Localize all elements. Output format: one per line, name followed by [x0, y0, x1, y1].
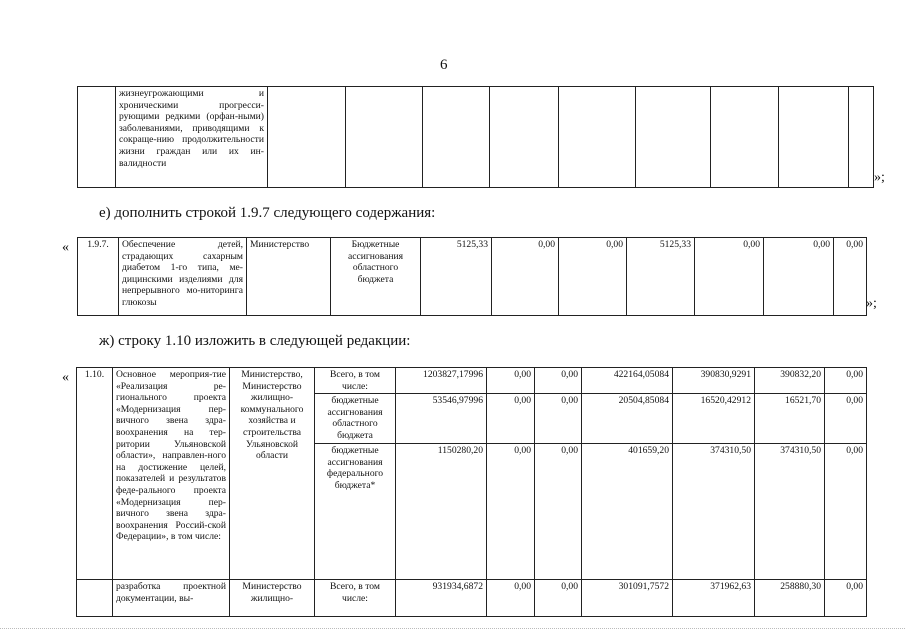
name-cell: разработка проектной документации, вы- — [113, 580, 230, 617]
value-cell: 0,00 — [825, 444, 867, 580]
source-cell: бюджетные ассигнования федерального бюджета* — [315, 444, 396, 580]
value-cell: 0,00 — [487, 368, 535, 394]
source-cell: Всего, в том числе: — [315, 580, 396, 617]
name-cell: Основное мероприя-тие «Реализация ре-гионального проекта «Модернизация пер-вичного звена здра-воохранения на тер-ритории Ульяновской области», направлен-ного на достижение целей, показателей и результатов феде-рального проекта «Модернизация пер-вичного звена здра-воохранения Россий-ской Федерации», в том числе: — [113, 368, 230, 580]
source-cell: Всего, в том числе: — [315, 368, 396, 394]
row-number: 1.10. — [77, 368, 113, 580]
value-cell: 0,00 — [695, 238, 764, 316]
scan-edge — [0, 628, 905, 641]
value-cell: 1150280,20 — [396, 444, 487, 580]
opening-quote: « — [62, 370, 69, 385]
executor-cell: Министерство — [247, 238, 331, 316]
cell-empty — [346, 87, 423, 188]
value-cell: 53546,97996 — [396, 394, 487, 444]
value-cell: 0,00 — [825, 394, 867, 444]
value-cell: 0,00 — [487, 580, 535, 617]
value-cell: 401659,20 — [582, 444, 673, 580]
row-number: 1.9.7. — [78, 238, 119, 316]
cell-empty — [711, 87, 779, 188]
table-row-1-10 — [76, 367, 867, 617]
table-row-1-9-7 — [77, 237, 867, 316]
cell-empty — [423, 87, 490, 188]
cell-empty — [559, 87, 636, 188]
value-cell: 0,00 — [559, 238, 627, 316]
value-cell: 1203827,17996 — [396, 368, 487, 394]
source-cell: Бюджетные ассигнования областного бюджета — [331, 238, 421, 316]
value-cell: 0,00 — [834, 238, 867, 316]
value-cell: 0,00 — [535, 394, 582, 444]
closing-quote: »; — [866, 296, 877, 311]
value-cell: 16521,70 — [755, 394, 825, 444]
value-cell: 374310,50 — [755, 444, 825, 580]
cell-empty — [779, 87, 849, 188]
section-heading: е) дополнить строкой 1.9.7 следующего содержания: — [99, 205, 436, 221]
value-cell: 5125,33 — [421, 238, 492, 316]
closing-quote: »; — [874, 170, 885, 185]
value-cell: 931934,6872 — [396, 580, 487, 617]
value-cell: 5125,33 — [627, 238, 695, 316]
cell-empty — [268, 87, 346, 188]
value-cell: 0,00 — [492, 238, 559, 316]
cell-empty — [77, 580, 113, 617]
value-cell: 20504,85084 — [582, 394, 673, 444]
value-cell: 0,00 — [535, 368, 582, 394]
source-cell: бюджетные ассигнования областного бюджета — [315, 394, 396, 444]
value-cell: 371962,63 — [673, 580, 755, 617]
value-cell: 374310,50 — [673, 444, 755, 580]
value-cell: 258880,30 — [755, 580, 825, 617]
value-cell: 390830,9291 — [673, 368, 755, 394]
value-cell: 390832,20 — [755, 368, 825, 394]
cell-empty — [636, 87, 711, 188]
value-cell: 0,00 — [764, 238, 834, 316]
value-cell: 422164,05084 — [582, 368, 673, 394]
value-cell: 0,00 — [535, 444, 582, 580]
name-cell: жизнеугрожающими и хроническими прогресси-рующими редкими (орфан-ными) заболеваниями, приводящими к сокраще-нию продолжительности жизни граждан или их ин-валидности — [116, 87, 268, 188]
value-cell: 301091,7572 — [582, 580, 673, 617]
opening-quote: « — [62, 240, 69, 255]
cell-empty — [78, 87, 116, 188]
table-continuation — [77, 86, 874, 188]
value-cell: 0,00 — [487, 444, 535, 580]
executor-cell: Министерство жилищно- — [230, 580, 315, 617]
value-cell: 0,00 — [825, 580, 867, 617]
name-cell: Обеспечение детей, страдающих сахарным диабетом 1-го типа, ме-дицинскими изделиями для непрерывного мо-ниторинга глюкозы — [119, 238, 247, 316]
cell-empty — [849, 87, 874, 188]
value-cell: 0,00 — [535, 580, 582, 617]
value-cell: 16520,42912 — [673, 394, 755, 444]
cell-empty — [490, 87, 559, 188]
executor-cell: Министерство, Министерство жилищно-коммунального хозяйства и строительства Ульяновской области — [230, 368, 315, 580]
value-cell: 0,00 — [825, 368, 867, 394]
section-heading: ж) строку 1.10 изложить в следующей редакции: — [99, 333, 411, 349]
value-cell: 0,00 — [487, 394, 535, 444]
page-number: 6 — [440, 57, 448, 73]
